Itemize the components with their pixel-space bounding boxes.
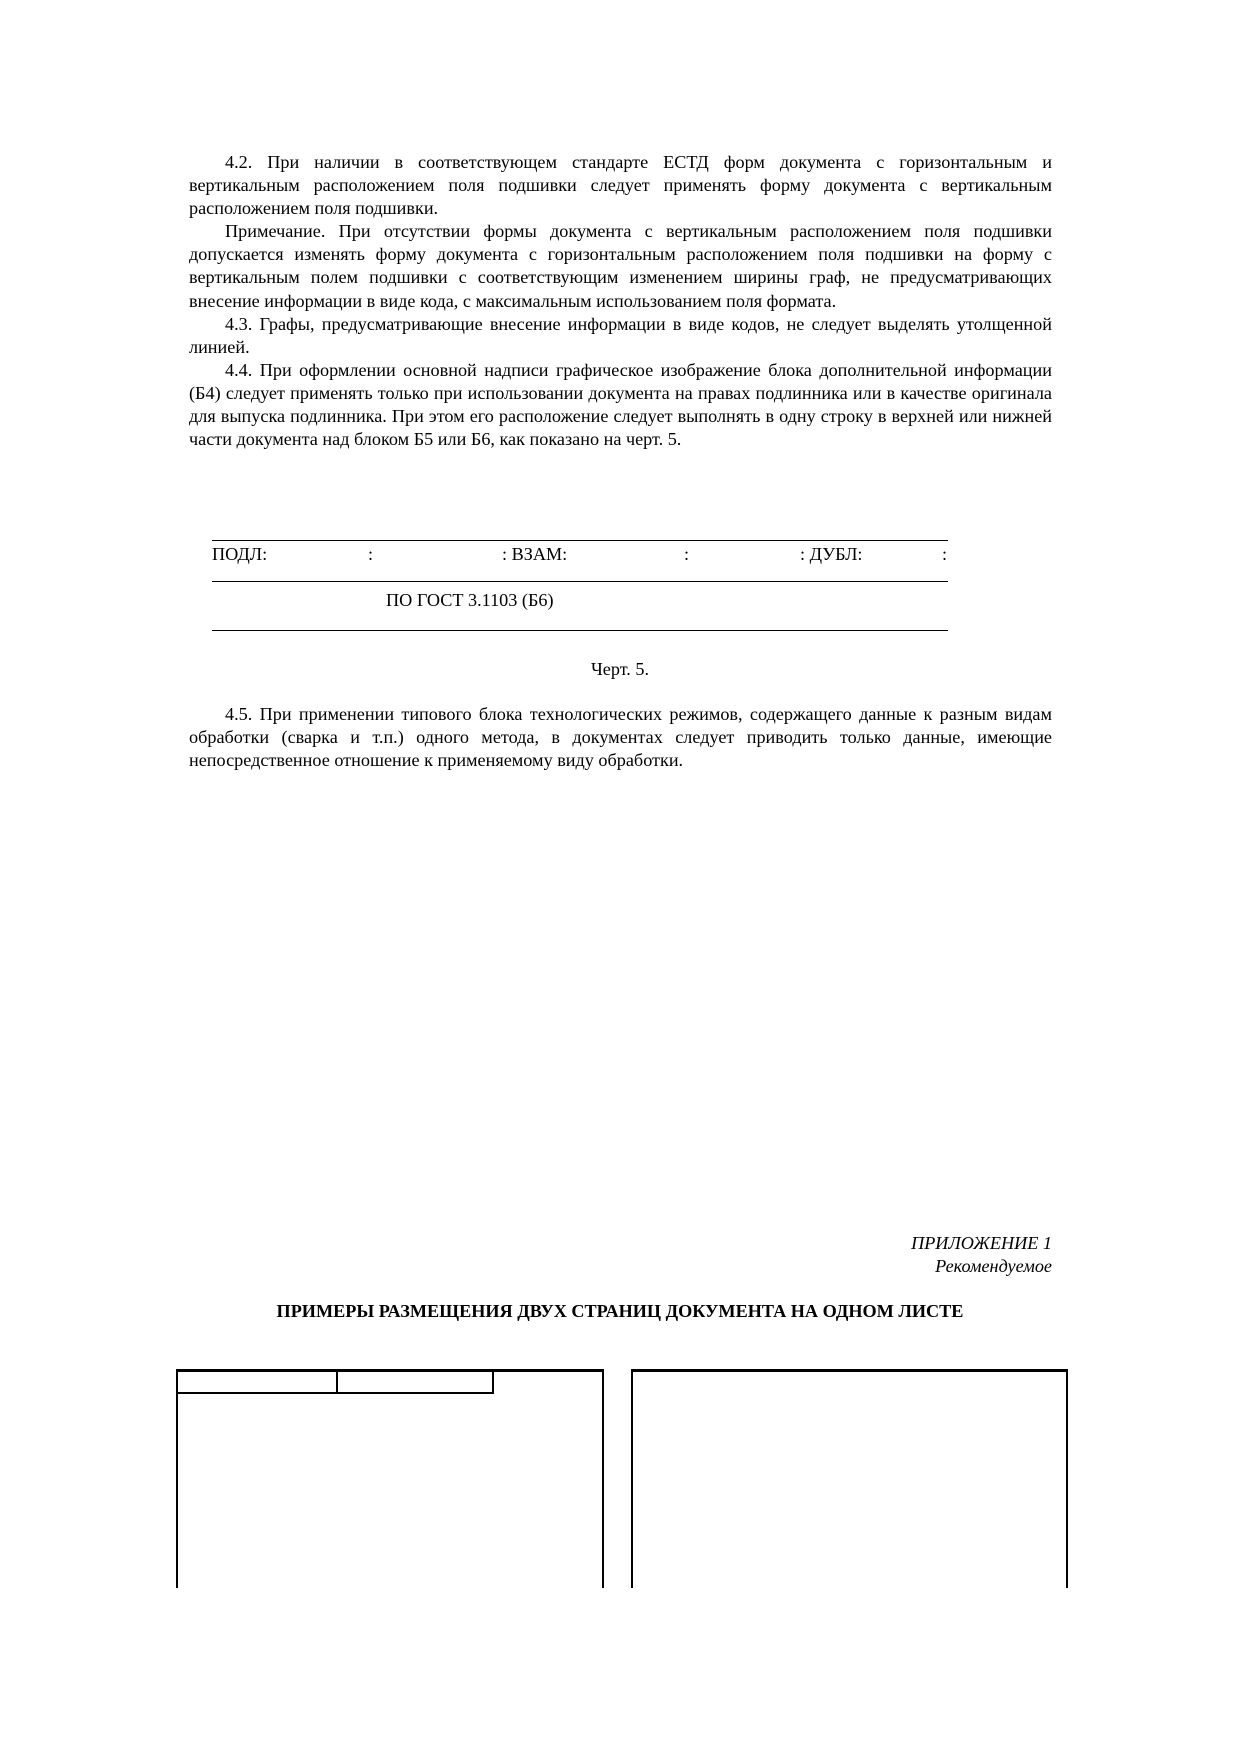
separator: : <box>368 544 374 564</box>
appendix-label: ПРИЛОЖЕНИЕ 1 <box>911 1233 1052 1253</box>
paragraph-4-2: 4.2. При наличии в соответствующем стандарте ЕСТД форм документа с горизонтальным и вертикальным расположением поля подшивки следует применять форму документа с вертикальным расположением поля подшивки. <box>189 152 1052 219</box>
paragraph-4-4: 4.4. При оформлении основной надписи графическое изображение блока дополнительной информации (Б4) следует применять только при использовании документа на правах подлинника или в качестве оригинала для выпуска подлинника. При этом его расположение следует выполнять в одну строку в верхней или нижней части документа над блоком Б5 или Б6, как показано на черт. 5. <box>189 359 1052 450</box>
figure-row-1 <box>212 544 948 568</box>
body-text <box>189 151 1052 451</box>
figure-caption: Черт. 5. <box>590 659 650 679</box>
separator: : <box>942 544 948 564</box>
header-cell <box>334 1372 494 1394</box>
right-page-frame <box>631 1369 1068 1588</box>
podl-label: ПОДЛ: <box>212 544 268 564</box>
left-page-frame <box>176 1369 604 1588</box>
paragraph-4-5-wrap <box>189 703 1052 772</box>
note-paragraph: Примечание. При отсутствии формы документа с вертикальным расположением поля подшивки допускается изменять форму документа с горизонтальным расположением поля подшивки на форму с вертикальным полем подшивки с соответствующим изменением ширины граф, не предусматривающих внесение информации в виде кода, с максимальным использованием поля формата. <box>189 221 1052 311</box>
appendix-title: ПРИМЕРЫ РАЗМЕЩЕНИЯ ДВУХ СТРАНИЦ ДОКУМЕНТА НА ОДНОМ ЛИСТЕ <box>276 1301 964 1321</box>
divider-line <box>212 630 948 631</box>
vzam-label: : ВЗАМ: <box>502 544 568 564</box>
dubl-label: : ДУБЛ: <box>800 544 863 564</box>
divider-line <box>212 540 948 541</box>
figure-row-2 <box>212 590 948 614</box>
divider-line <box>212 581 948 582</box>
appendix-status: Рекомендуемое <box>935 1256 1052 1276</box>
header-cell <box>176 1372 338 1394</box>
paragraph-4-3: 4.3. Графы, предусматривающие внесение информации в виде кодов, не следует выделять утолщенной линией. <box>189 313 1052 357</box>
gost-reference: ПО ГОСТ 3.1103 (Б6) <box>386 590 554 610</box>
separator: : <box>684 544 690 564</box>
paragraph-4-5: 4.5. При применении типового блока технологических режимов, содержащего данные к разным видам обработки (сварка и т.п.) одного метода, в документах следует приводить только данные, имеющие непосредственное отношение к применяемому виду обработки. <box>189 704 1052 771</box>
